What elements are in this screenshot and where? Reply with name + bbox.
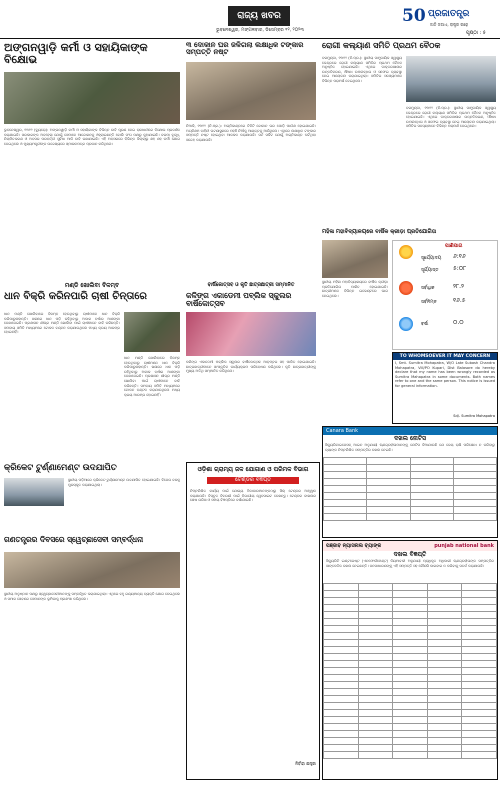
anganwadi-headline: ଅଙ୍ଗନୱାଡ଼ି କର୍ମୀ ଓ ସହାୟିକାଙ୍କ ବିକ୍ଷୋଭ <box>4 41 148 66</box>
ganatantra-headline: ଗଣତନ୍ତ୍ରର ଦିବସରେ ସ୍ୱେଚ୍ଛାସେବୀ ସମ୍ବର୍ଦ୍ଧନା <box>4 535 144 544</box>
kalinga-headline: କଳିଙ୍ଗ ଏକାଡେମୀ ପବ୍ଲିକ ସ୍କୁଲର ବାର୍ଷିକୋତ୍ସବ <box>186 291 292 308</box>
kalinga-photo <box>186 312 316 356</box>
canara-title: ଦଖଲ ନୋଟିସ <box>394 435 426 442</box>
sunrise-label: ସୂର୍ଯ୍ୟୋଦୟ <box>421 256 442 261</box>
rogi-kalyan-body-cont: ବରମୁଣ୍ଡା, ୧୧ା୧୨ (ନି.ପ୍ର.): ସ୍ଥାନୀୟ ସାମୁଦାୟିକ ସ୍ୱାସ୍ଥ୍ୟ କେନ୍ଦ୍ରରେ ରୋଗୀ କଲ୍ୟାଣ ସମିତିର ପ୍ରଥମ ବୈଠକ ଅନୁଷ୍ଠିତ ହୋଇଯାଇଛି। ଏଥିରେ ଡାକ୍ତରଖାନାର ଉନ୍ନତିକରଣ, ଔଷଧ ଉପଲବ୍ଧତା ଓ ସଫେଇ ବ୍ୟବସ୍ଥା ନେଇ ଆଲୋଚନା କରାଯାଇଥିଲା। ସମିତିର ସଦସ୍ୟମାନେ ବିଭିନ୍ନ ପରାମର୍ଶ ଦେଇଥିଲେ। <box>406 106 496 129</box>
notice-sign: Sd/- Sumitra Mohapatra <box>453 414 495 418</box>
mahila-headline: ମହିଳା ମହାବିଦ୍ୟାଳୟରେ ବାର୍ଷିକ କ୍ରୀଡ଼ା ପ୍ରତିଯୋଗିତା <box>322 229 437 235</box>
pnb-title: ଦଖଲ ବିଜ୍ଞପ୍ତି <box>393 551 427 558</box>
pnb-ad <box>322 540 498 780</box>
section-title <box>228 6 290 26</box>
max-temp-value: ୨୮.୨ <box>453 283 465 290</box>
page-number: ପୃଷ୍ଠା : ୫ <box>466 30 486 36</box>
rogi-kalyan-photo <box>406 56 496 102</box>
max-temp-label: ସର୍ବାଧିକ <box>421 286 435 291</box>
date-line: ଭୁବନେଶ୍ୱର, ମଙ୍ଗଳବାର, ଡିସେମ୍ବର ୧୨, ୨୦୨୩ <box>216 28 304 33</box>
sun-icon <box>399 245 413 259</box>
mandi-body-cont: ଧାନ ମଣ୍ଡି ଖୋଲିବାରେ ବିଳମ୍ବ ହେଉଥିବାରୁ ଚାଷୀମାନେ ଧାନ ବିକ୍ରି କରିପାରୁନାହାନ୍ତି। ଖଳାରେ ଧାନ ପଡ଼ି ରହିଥିବାରୁ ଅକାଳ ବର୍ଷାର ଆଶଙ୍କା ଦେଖାଦେଇଛି। ପ୍ରଶାସନ ଶୀଘ୍ର ମଣ୍ଡି ଖୋଲିବା ପାଇଁ ଚାଷୀମାନେ ଦାବି କରିଛନ୍ତି। ସମବାୟ ସମିତି ମାଧ୍ୟମରେ ଟୋକନ ବଣ୍ଟନ କରାଯାଉଥିଲେ ମଧ୍ୟ କ୍ରୟ ଆରମ୍ଭ ହୋଇନାହିଁ। <box>124 356 180 397</box>
cricket-body: ସ୍ଥାନୀୟ ପଡ଼ିଆରେ କ୍ରିକେଟ ଟୁର୍ଣ୍ଣାମେଣ୍ଟ ଉଦଯାପିତ ହୋଇଯାଇଛି। ବିଜେତା ଦଳକୁ ପୁରସ୍କୃତ କରାଯାଇଥିଲା। <box>68 478 180 487</box>
kalinga-kicker: ବାର୍ଷିକୋତ୍ସବ ଓ କୃତି ଛାତ୍ରଛାତ୍ରୀ ସମ୍ମାନିତ <box>207 282 295 288</box>
pnb-name-odia: ପଞ୍ଜାବ ନ୍ୟାସନାଲ ବ୍ୟାଙ୍କ <box>326 543 382 549</box>
tender-ad <box>186 462 320 780</box>
thermometer-icon <box>399 281 413 295</box>
sunrise-value: ୬:୧୬ <box>453 253 466 260</box>
sunset-value: ୫:୦୮ <box>453 265 467 272</box>
sunset-label: ସୂର୍ଯ୍ୟାସ୍ତ <box>421 268 439 273</box>
kalinga-body: କଳିଙ୍ଗ ଏକାଡେମୀ ପବ୍ଲିକ ସ୍କୁଲର ବାର୍ଷିକୋତ୍ସବ ଆଡ଼ମ୍ବର ସହ ପାଳିତ ହୋଇଯାଇଛି। ଛାତ୍ରଛାତ୍ରୀମାନେ ସାଂସ୍କୃତିକ କାର୍ଯ୍ୟକ୍ରମ ପରିବେଷଣ କରିଥିଲେ। କୃତି ଛାତ୍ରଛାତ୍ରୀଙ୍କୁ ମୁଖ୍ୟ ଅତିଥି ସମ୍ମାନିତ କରିଥିଲେ। <box>186 360 316 374</box>
mahila-photo <box>322 240 388 278</box>
canara-ad <box>322 426 498 538</box>
rogi-kalyan-headline: ରୋଗୀ କଲ୍ୟାଣ ସମିତି ପ୍ରଥମ ବୈଠକ <box>322 41 441 50</box>
mandi-photo <box>124 312 180 352</box>
mandi-headline: ଧାନ ବିକ୍ରି କରିନପାରି ଚାଷୀ ଚିନ୍ତାରେ <box>4 291 147 302</box>
tender-footer: ନିର୍ବାହୀ ଯନ୍ତ୍ରୀ <box>295 761 316 766</box>
weather-box <box>392 240 498 350</box>
tender-org: ଓଡ଼ିଶା ଗ୍ରାମ୍ୟ ଜଳ ଯୋଗାଣ ଓ ପରିମଳ ବିଭାଗ <box>197 466 309 473</box>
shop-fire-photo <box>186 62 316 120</box>
weather-title: ପାଣିପାଗ <box>445 243 463 249</box>
tender-body: ନିମ୍ନଲିଖିତ କାର୍ଯ୍ୟ ପାଇଁ ଯୋଗ୍ୟ ଠିକାଦାରମାନଙ୍କଠାରୁ ସିଲ୍ ଟେଣ୍ଡର ଆହ୍ୱାନ କରାଯାଉଛି। ବିସ୍ତୃତ ବିବରଣୀ ପାଇଁ ବିଭାଗୀୟ ୱେବସାଇଟ ଦେଖନ୍ତୁ। ଟେଣ୍ଡର ଦାଖଲର ଶେଷ ତାରିଖ ଓ ସମୟ ବିଜ୍ଞପ୍ତିରେ ଦର୍ଶାଯାଇଛି। <box>190 489 316 503</box>
masthead-rule <box>0 38 500 39</box>
cricket-headline: କ୍ରିକେଟ ଟୁର୍ଣ୍ଣାମେଣ୍ଟ ଉଦଯାପିତ <box>4 463 117 473</box>
notice-title: TO WHOMSOEVER IT MAY CONCERN <box>393 353 497 360</box>
rogi-kalyan-body: ବରମୁଣ୍ଡା, ୧୧ା୧୨ (ନି.ପ୍ର.): ସ୍ଥାନୀୟ ସାମୁଦାୟିକ ସ୍ୱାସ୍ଥ୍ୟ କେନ୍ଦ୍ରରେ ରୋଗୀ କଲ୍ୟାଣ ସମିତିର ପ୍ରଥମ ବୈଠକ ଅନୁଷ୍ଠିତ ହୋଇଯାଇଛି। ଏଥିରେ ଡାକ୍ତରଖାନାର ଉନ୍ନତିକରଣ, ଔଷଧ ଉପଲବ୍ଧତା ଓ ସଫେଇ ବ୍ୟବସ୍ଥା ନେଇ ଆଲୋଚନା କରାଯାଇଥିଲା। ସମିତିର ସଦସ୍ୟମାନେ ବିଭିନ୍ନ ପରାମର୍ଶ ଦେଇଥିଲେ। <box>322 56 402 83</box>
brand-tagline: ଜାତି ଜଗାଏ, ରାଷ୍ଟ୍ର ଗଢ଼େ <box>430 22 469 27</box>
section-title-text: ରାଜ୍ୟ ଖବର <box>237 11 281 21</box>
min-temp-label: ସର୍ବନିମ୍ନ <box>421 300 437 305</box>
rain-value: ୦.୦ <box>453 319 464 326</box>
canara-bank-name: Canara Bank <box>323 427 497 435</box>
shop-fire-headline: ୩ ଦୋକାନ ଘର ଜଳିଗଲା ଲକ୍ଷାଧିକ ଟଙ୍କାର ସମ୍ପତ୍ତି ନଷ୍ଟ <box>186 41 304 57</box>
mahila-body: ସ୍ଥାନୀୟ ମହିଳା ମହାବିଦ୍ୟାଳୟରେ ବାର୍ଷିକ କ୍ରୀଡ଼ା ପ୍ରତିଯୋଗିତା ପାଳିତ ହୋଇଯାଇଛି। ଛାତ୍ରୀମାନେ ବିଭିନ୍ନ ଇଭେଣ୍ଟରେ ଭାଗ ନେଇଥିଲେ। <box>322 280 388 298</box>
mandi-kicker: ମଣ୍ଡି ଖୋଲିବା ବିଳମ୍ବ <box>64 282 120 289</box>
anganwadi-body: ଭୁବନେଶ୍ୱର, ୧୧ା୧୨ (ବ୍ୟୁରୋ): ଅଙ୍ଗନୱାଡ଼ି କର୍ମୀ ଓ ସହାୟିକାଙ୍କ ବିଭିନ୍ନ ଦାବି ପୂରଣ ନେଇ ରାଜଧାନୀରେ ବିକ୍ଷୋଭ ପ୍ରଦର୍ଶନ କରାଯାଇଛି। ସରକାରଙ୍କ ଅବହେଳା ଯୋଗୁଁ ସେମାନେ ଆନ୍ଦୋଳନକୁ ଓହ୍ଲାଇଛନ୍ତି ବୋଲି ସଂଘ ପକ୍ଷରୁ କୁହାଯାଇଛି। ଦରମା ବୃଦ୍ଧି, ନିୟମିତକରଣ ଓ ଅବସର ପରବର୍ତ୍ତୀ ସୁବିଧା ଆଦି ଦାବି ରଖାଯାଇଛି। ଏହି ଅବସରରେ ବିଭିନ୍ନ ଜିଲ୍ଲାରୁ ଶହ ଶହ କର୍ମୀ ଯୋଗ ଦେଇଥିଲେ ଓ ମୁଖ୍ୟମନ୍ତ୍ରୀଙ୍କ ଉଦ୍ଦେଶ୍ୟରେ ସ୍ମାରକପତ୍ର ପ୍ରଦାନ କରିଥିଲେ। <box>4 128 180 146</box>
min-temp-value: ୧୬.୫ <box>453 297 466 304</box>
canara-table <box>323 457 497 521</box>
mandi-body: ଧାନ ମଣ୍ଡି ଖୋଲିବାରେ ବିଳମ୍ବ ହେଉଥିବାରୁ ଚାଷୀମାନେ ଧାନ ବିକ୍ରି କରିପାରୁନାହାନ୍ତି। ଖଳାରେ ଧାନ ପଡ଼ି ରହିଥିବାରୁ ଅକାଳ ବର୍ଷାର ଆଶଙ୍କା ଦେଖାଦେଇଛି। ପ୍ରଶାସନ ଶୀଘ୍ର ମଣ୍ଡି ଖୋଲିବା ପାଇଁ ଚାଷୀମାନେ ଦାବି କରିଛନ୍ତି। ସମବାୟ ସମିତି ମାଧ୍ୟମରେ ଟୋକନ ବଣ୍ଟନ କରାଯାଉଥିଲେ ମଧ୍ୟ କ୍ରୟ ଆରମ୍ଭ ହୋଇନାହିଁ। <box>4 312 120 335</box>
pnb-table <box>323 583 497 759</box>
tender-title: ଟେଣ୍ଡର ବିଜ୍ଞପ୍ତି <box>207 477 299 484</box>
pnb-name-en: punjab national bank <box>434 543 494 549</box>
rain-label: ବର୍ଷା <box>421 322 429 327</box>
shop-fire-body: ନିଆଳି, ୧୧ା୧୨ (ନି.ପ୍ର.): ଅଗ୍ନିକାଣ୍ଡରେ ତିନିଟି ଦୋକାନ ଘର ପୋଡ଼ି ପାଉଁଶ ହୋଇଯାଇଛି। ଅଗ୍ନିଶମ ବାହିନୀ ଘଟଣାସ୍ଥଳରେ ପହଞ୍ଚି ନିଆଁକୁ ଆୟତ୍ତକୁ ଆଣିଥିଲେ। ଏଥିରେ ଲକ୍ଷାଧିକ ଟଙ୍କାର ସମ୍ପତ୍ତି ନଷ୍ଟ ହୋଇଥିବା ଆକଳନ କରାଯାଉଛି। ସର୍ଟ ସର୍କିଟ ଯୋଗୁଁ ଅଗ୍ନିକାଣ୍ଡ ଘଟିଥିବା ସନ୍ଦେହ କରାଯାଉଛି। <box>186 124 316 142</box>
anniversary-logo: 50 <box>402 6 426 26</box>
brand-name: ପ୍ରଜାତନ୍ତ୍ର <box>428 9 470 19</box>
cricket-photo <box>4 478 64 506</box>
ganatantra-photo <box>4 552 180 588</box>
rain-icon <box>399 317 413 331</box>
notice-body: I, Smt. Sumitra Mohapatra, W/O Late Subash Chandra Mohapatra, Vill/PO Kupari, Dist Balasore do hereby declare that my name has been wrongly recorded as Sumitra Mahapatra in some documents. Both names refer to one and the same person. This notice is issued for general information. <box>395 361 495 388</box>
canara-body: ସିକ୍ୟୁରିଟାଇଜେସନ୍ ଆଇନ ଅନୁଯାୟୀ ଋଣଗ୍ରହୀତାମାନଙ୍କୁ ନୋଟିସ ଦିଆଯାଉଛି ଯେ ଦେୟ ରାଶି ପରିଶୋଧ ନ କରିବାରୁ ବ୍ୟାଙ୍କ ନିମ୍ନଲିଖିତ ସମ୍ପତ୍ତିର ଦଖଲ ନେଇଛି। <box>325 443 495 452</box>
pnb-body: ସିକ୍ୟୁରିଟି ଇଣ୍ଟରେଷ୍ଟ (ଏନଫୋର୍ସମେଣ୍ଟ) ନିୟମାବଳୀ ଅନୁଯାୟୀ ପ୍ରାଧିକୃତ ଅଧିକାରୀ ଋଣଗ୍ରହୀତାଙ୍କ ସମ୍ପତ୍ତିର ସାଙ୍କେତିକ ଦଖଲ ନେଇଛନ୍ତି। ଜନସାଧାରଣଙ୍କୁ ଏହି ସମ୍ପତ୍ତି ସହ କୌଣସି କାରବାର ନ କରିବାକୁ ସତର୍କ କରାଯାଉଛି। <box>326 559 494 568</box>
notice-box <box>392 352 498 424</box>
anganwadi-photo <box>4 72 180 124</box>
ganatantra-body: ସ୍ଥାନୀୟ ଅନୁଷ୍ଠାନ ପକ୍ଷରୁ ସ୍ୱେଚ୍ଛାସେବୀମାନଙ୍କୁ ସମ୍ବର୍ଦ୍ଧିତ କରାଯାଇଥିଲା। ଏଥିରେ ବହୁ ଗଣ୍ୟମାନ୍ୟ ବ୍ୟକ୍ତି ଯୋଗ ଦେଇଥିଲେ ଓ ସମାଜ ସେବାରେ ସେମାନଙ୍କ ଭୂମିକାକୁ ପ୍ରଶଂସା କରିଥିଲେ। <box>4 592 180 601</box>
